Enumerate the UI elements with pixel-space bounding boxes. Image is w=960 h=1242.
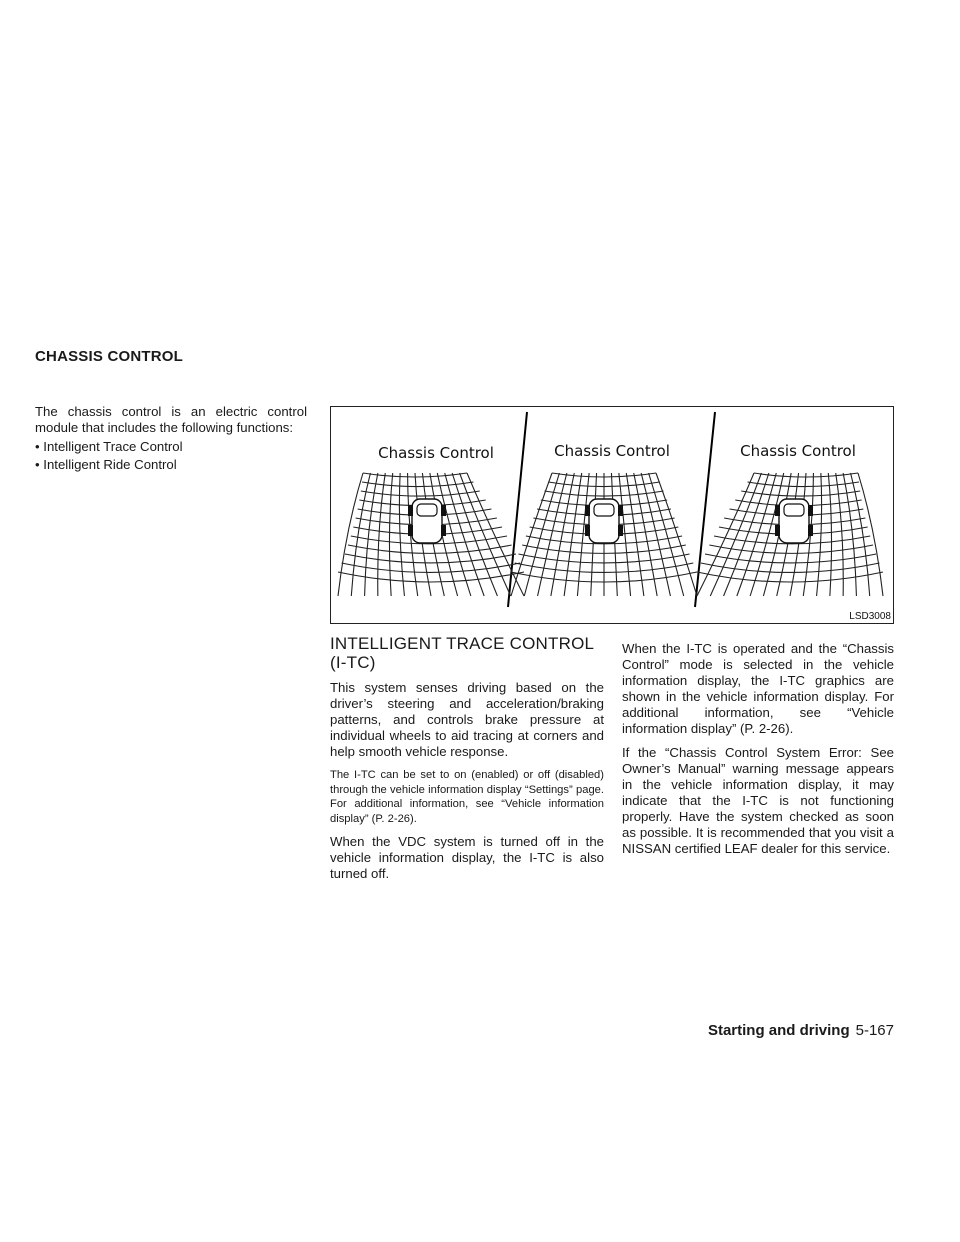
car-wheel <box>808 525 813 536</box>
car-wheel <box>408 505 413 516</box>
itc-paragraph: This system senses driving based on the driver’s steering and acceleration/braking patterns, and controls brake pressure at individual wheels to aid tracing at corners and help smooth vehicle response. <box>330 680 604 759</box>
car-wheel <box>585 505 590 516</box>
grid-line <box>828 473 831 596</box>
grid-line <box>709 545 873 553</box>
itc-error-paragraph: If the “Chassis Control System Error: See Owner’s Manual” warning message appears in the vehicle information display, it may indicate that the I-TC is not functioning properly. Have the system checked as soon as possible. It is recommended that you visit a NISSAN certified LEAF dealer for this service. <box>622 745 894 856</box>
panel-label-center: Chassis Control <box>554 442 670 460</box>
figure-code: LSD3008 <box>849 611 891 622</box>
grid-line <box>858 473 883 596</box>
panel-label-right: Chassis Control <box>740 442 856 460</box>
panel-divider <box>695 412 715 607</box>
car-windshield <box>417 504 437 516</box>
grid-line <box>345 554 516 563</box>
car-wheel <box>775 525 780 536</box>
itc-heading-line2: (I-TC) <box>330 653 376 672</box>
grid-line <box>817 473 822 596</box>
grid-line <box>378 473 386 596</box>
car-windshield <box>594 504 614 516</box>
function-item: • Intelligent Trace Control <box>35 439 183 454</box>
car-wheel <box>408 525 413 536</box>
car-wheel <box>585 525 590 536</box>
car-wheel <box>441 505 446 516</box>
car-windshield <box>784 504 804 516</box>
itc-column-right <box>622 641 894 865</box>
car-wheel <box>441 525 446 536</box>
grid-line <box>389 473 392 596</box>
itc-settings-note: The I-TC can be set to on (enabled) or off (disabled) through the vehicle information display “Settings” page. For additional information, see “Vehicle information display” (P. 2-26). <box>330 769 604 825</box>
page-footer <box>708 1022 894 1039</box>
page-number: 5-167 <box>855 1022 894 1039</box>
grid-line <box>460 473 511 596</box>
itc-paragraph: When the I-TC is operated and the “Chassis Control” mode is selected in the vehicle information display, the I-TC graphics are shown in the vehicle information display. For additional information, see “Vehicle information display” (P. 2-26). <box>622 641 894 736</box>
grid-line <box>741 491 860 496</box>
car-wheel <box>618 505 623 516</box>
itc-paragraph: When the VDC system is turned off in the vehicle information display, the I-TC is also turned off. <box>330 834 604 881</box>
car-wheel <box>618 525 623 536</box>
grid-line <box>710 473 761 596</box>
car-wheel <box>808 505 813 516</box>
grid-line <box>705 554 876 563</box>
grid-line <box>342 563 521 572</box>
car-wheel <box>775 505 780 516</box>
function-list <box>35 439 307 473</box>
grid-line <box>361 491 480 496</box>
grid-line <box>348 545 512 553</box>
itc-heading-line1: INTELLIGENT TRACE CONTROL <box>330 634 595 653</box>
chassis-control-illustration <box>331 407 893 623</box>
grid-line <box>338 473 363 596</box>
panel-divider <box>508 412 527 607</box>
itc-column-left <box>330 634 604 890</box>
itc-heading <box>330 634 604 672</box>
intro-block <box>35 404 307 475</box>
grid-line <box>836 473 844 596</box>
function-item: • Intelligent Ride Control <box>35 457 177 472</box>
section-heading: CHASSIS CONTROL <box>35 348 184 365</box>
footer-section-name: Starting and driving <box>707 1022 850 1039</box>
chassis-control-figure <box>330 406 894 624</box>
grid-line <box>701 563 880 572</box>
panel-label-left: Chassis Control <box>378 444 494 462</box>
grid-line <box>399 473 404 596</box>
intro-paragraph: The chassis control is an electric control module that includes the following functions: <box>35 404 307 435</box>
